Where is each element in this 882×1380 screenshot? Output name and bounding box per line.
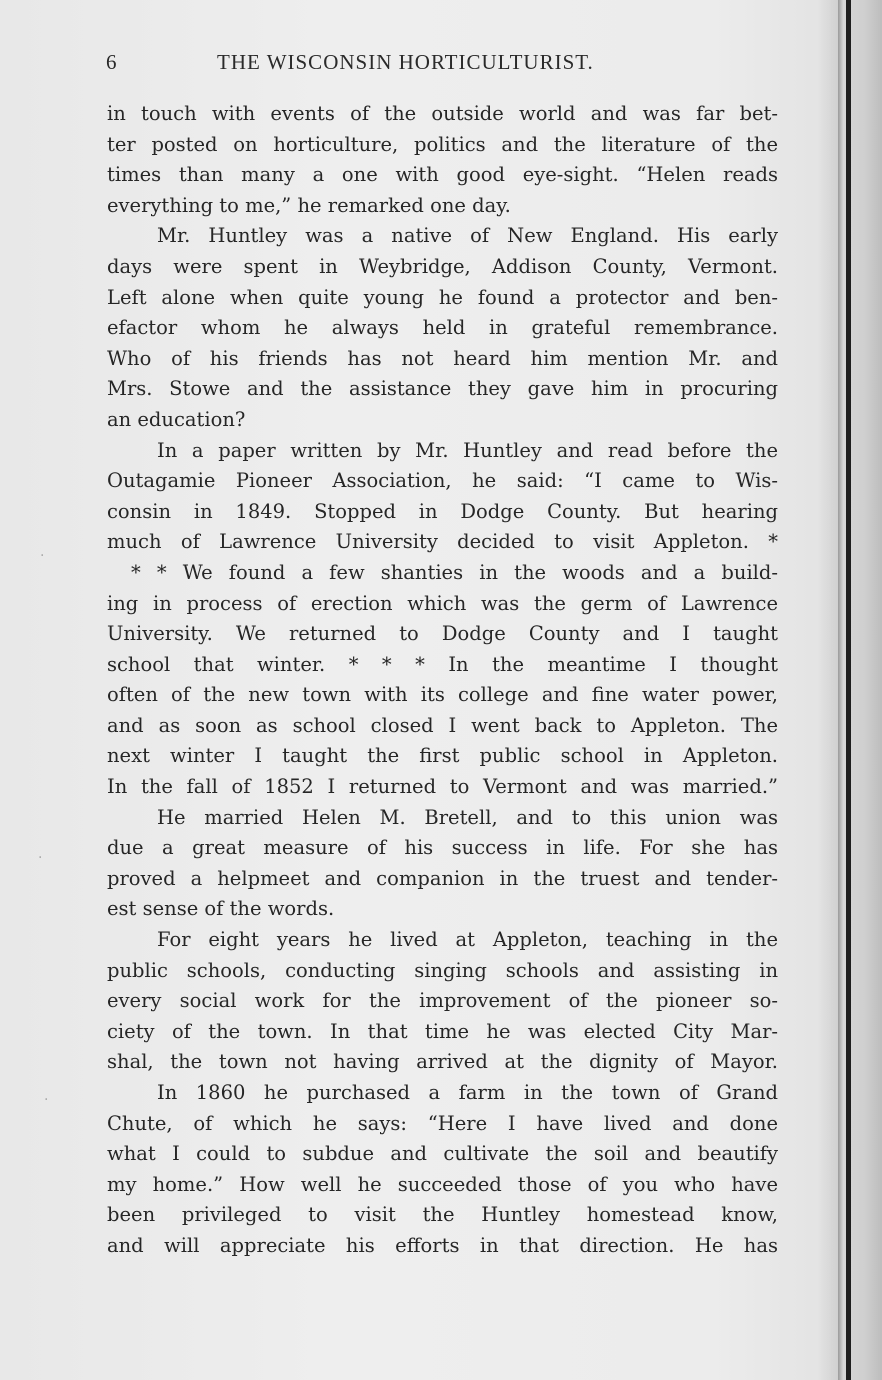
text-line: next winter I taught the first public school in Appleton. xyxy=(107,744,778,768)
text-line: and as soon as school closed I went back to Appleton. The xyxy=(107,713,778,737)
text-line: He married Helen M. Bretell, and to this union was xyxy=(157,805,778,829)
text-line: In the fall of 1852 I returned to Vermont and was married.” xyxy=(107,775,778,799)
running-title: THE WISCONSIN HORTICULTURIST. xyxy=(217,50,594,74)
text-line: school that winter. * * * In the meantime I thought xyxy=(107,652,778,676)
scan-speck: · xyxy=(40,548,45,564)
text-line: often of the new town with its college and fine water power, xyxy=(107,683,778,707)
text-line: shal, the town not having arrived at the dignity of Mayor. xyxy=(107,1050,778,1074)
text-line: my home.” How well he succeeded those of you who have xyxy=(107,1172,778,1196)
text-line: In a paper written by Mr. Huntley and read before the xyxy=(157,438,778,462)
scan-speck: · xyxy=(38,850,43,866)
text-line: ing in process of erection which was the germ of Lawrence xyxy=(107,591,778,615)
text-line: Outagamie Pioneer Association, he said: “I came to Wis- xyxy=(107,469,778,493)
text-line: much of Lawrence University decided to visit Appleton. * xyxy=(107,530,778,554)
page-number: 6 xyxy=(106,50,118,74)
text-line: in touch with events of the outside world and was far bet- xyxy=(107,102,778,125)
page-header xyxy=(106,50,786,80)
text-line: Left alone when quite young he found a protector and ben- xyxy=(107,285,778,309)
text-line: ter posted on horticulture, politics and the literature of the xyxy=(107,132,778,156)
scan-speck: · xyxy=(44,1092,49,1108)
text-line: everything to me,” he remarked one day. xyxy=(107,193,511,217)
text-line: and will appreciate his efforts in that direction. He has xyxy=(107,1233,778,1257)
text-line: Mr. Huntley was a native of New England. His early xyxy=(157,224,778,248)
text-line: days were spent in Weybridge, Addison County, Vermont. xyxy=(107,254,778,278)
text-line: consin in 1849. Stopped in Dodge County. But hearing xyxy=(107,499,778,523)
text-line: an education? xyxy=(107,407,246,431)
binding-shadow xyxy=(818,0,838,1380)
text-line: public schools, conducting singing schools and assisting in xyxy=(107,958,778,982)
text-line: what I could to subdue and cultivate the soil and beautify xyxy=(107,1142,778,1166)
text-line: est sense of the words. xyxy=(107,897,335,921)
text-line: ciety of the town. In that time he was elected City Mar- xyxy=(107,1019,778,1043)
text-line: University. We returned to Dodge County and I taught xyxy=(107,622,778,646)
body-text xyxy=(107,99,778,1262)
text-line: times than many a one with good eye-sight. “Helen reads xyxy=(107,163,778,187)
page-edge xyxy=(838,0,882,1380)
text-line: Chute, of which he says: “Here I have lived and done xyxy=(107,1111,778,1135)
text-line: every social work for the improvement of the pioneer so- xyxy=(107,989,778,1013)
text-line: been privileged to visit the Huntley homestead know, xyxy=(107,1203,778,1227)
text-line: Who of his friends has not heard him mention Mr. and xyxy=(107,346,778,370)
text-line: proved a helpmeet and companion in the truest and tender- xyxy=(107,866,778,890)
text-line: * * We found a few shanties in the woods and a build- xyxy=(131,560,778,584)
text-line: due a great measure of his success in life. For she has xyxy=(107,836,778,860)
text-line: In 1860 he purchased a farm in the town of Grand xyxy=(157,1081,778,1104)
text-line: For eight years he lived at Appleton, teaching in the xyxy=(157,928,778,952)
page-edge-line xyxy=(846,0,851,1380)
text-line: Mrs. Stowe and the assistance they gave him in procuring xyxy=(107,377,778,401)
text-line: efactor whom he always held in grateful remembrance. xyxy=(107,316,778,340)
